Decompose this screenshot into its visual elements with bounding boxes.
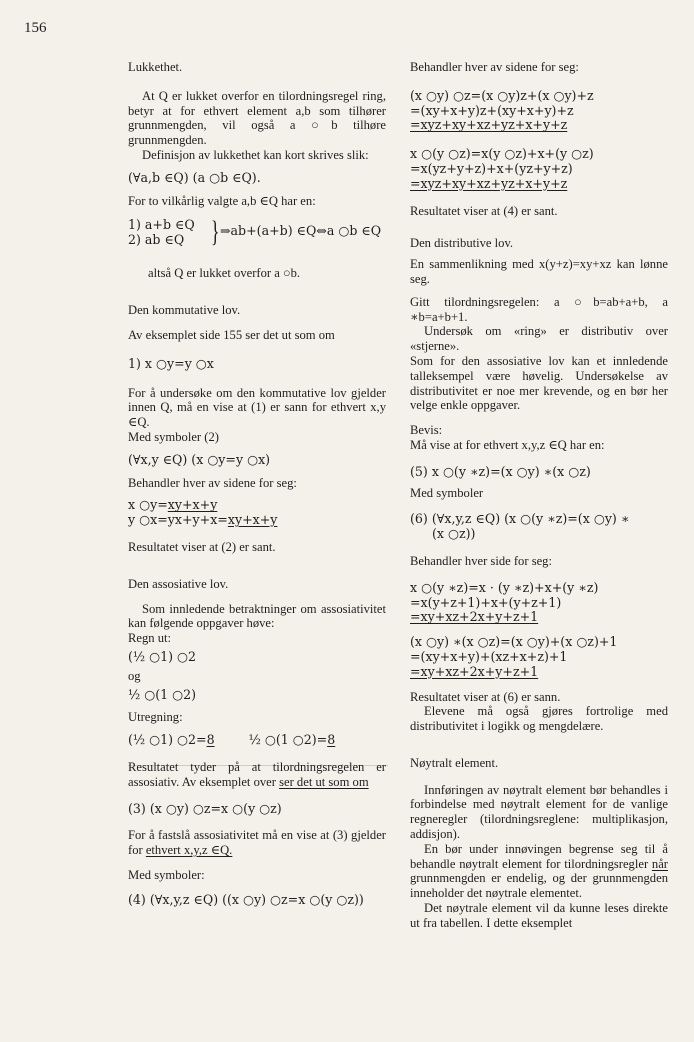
text-part: For å fastslå assosiativitet må en vise at (3) gjelder for bbox=[128, 828, 386, 858]
formula: (x ○y) ∗(x ○z)=(x ○y)+(x ○z)+1 bbox=[410, 634, 618, 650]
paragraph bbox=[410, 842, 668, 901]
formula-part-underlined: xy+x+y bbox=[167, 497, 218, 513]
formula-part-underlined: xy+x+y bbox=[227, 512, 278, 528]
formula: (∀a,b ∈Q) (a ○b ∈Q). bbox=[128, 169, 261, 185]
paragraph: Elevene må også gjøres fortrolige med distributivitet i logikk og mengdelære. bbox=[410, 704, 668, 734]
left-column bbox=[128, 60, 386, 907]
paragraph: Bevis: bbox=[410, 423, 443, 438]
formula bbox=[128, 733, 386, 748]
formula: =(xy+x+y)+(xz+x+z)+1 bbox=[410, 648, 568, 664]
formula: 1) x ○y=y ○x bbox=[128, 355, 214, 371]
formula: =(xy+x+y)z+(xy+x+y)+z bbox=[410, 102, 574, 118]
formula: (5) x ○(y ∗z)=(x ○y) ∗(x ○z) bbox=[410, 463, 591, 479]
formula: (4) (∀x,y,z ∈Q) ((x ○y) ○z=x ○(y ○z)) bbox=[128, 891, 364, 907]
paragraph: Med symboler (2) bbox=[128, 429, 219, 444]
paragraph: At Q er lukket overfor en tilordningsregel ring, betyr at for ethvert element a,b som tilhører grunnmengden, vil også a ○b tilhøre grunnmengden. bbox=[128, 88, 386, 148]
formula: (3) (x ○y) ○z=x ○(y ○z) bbox=[128, 800, 282, 816]
formula bbox=[128, 513, 386, 528]
formula bbox=[128, 498, 386, 513]
divider bbox=[128, 765, 388, 766]
formula: (x ○z)) bbox=[432, 526, 476, 542]
paragraph: Resultatet viser at (6) er sann. bbox=[410, 689, 561, 704]
formula: (6) (∀x,y,z ∈Q) (x ○(y ∗z)=(x ○y) ∗ bbox=[410, 511, 630, 527]
paragraph: Utregning: bbox=[128, 710, 183, 725]
paragraph: For to vilkårlig valgte a,b ∈Q har en: bbox=[128, 193, 316, 208]
formula-result-underlined: =xy+xz+2x+y+z+1 bbox=[410, 663, 539, 679]
paragraph: Innføringen av nøytralt element bør behandles i forbindelse med nøytralt element for de vanlige regneregler (tilordningsreglene: multiplikasjon, addisjon). bbox=[410, 782, 668, 842]
paragraph: Behandler hver av sidene for seg: bbox=[410, 60, 579, 74]
formula: x ○(y ∗z)=x · (y ∗z)+x+(y ∗z) bbox=[410, 579, 599, 595]
text-part: En bør under innøvingen begrense seg til å behandle nøytralt element for tilordningsregler bbox=[410, 841, 668, 871]
paragraph: Med symboler: bbox=[128, 867, 205, 882]
brace: } bbox=[210, 215, 220, 249]
section-heading-associative: Den assosiative lov. bbox=[128, 576, 229, 591]
formula-result-underlined: =xyz+xy+xz+yz+x+y+z bbox=[410, 175, 568, 191]
formula: 2) ab ∈Q bbox=[128, 232, 185, 248]
formula: (∀x,y ∈Q) (x ○y=y ○x) bbox=[128, 451, 271, 467]
formula-part: x ○y= bbox=[128, 497, 168, 513]
section-heading-distributive: Den distributive lov. bbox=[410, 236, 514, 251]
formula: (½ ○1) ○2 bbox=[128, 648, 197, 664]
paragraph: Må vise at for ethvert x,y,z ∈Q har en: bbox=[410, 437, 605, 452]
text-part: Resultatet tyder på at tilordningsregelen er assosiativ. Av eksemplet over bbox=[128, 759, 386, 789]
formula-part: (½ ○1) ○2= bbox=[128, 732, 207, 748]
text-part-underlined: når bbox=[651, 856, 668, 871]
formula-result-underlined: =xyz+xy+xz+yz+x+y+z bbox=[410, 117, 568, 133]
text-part-underlined: ethvert x,y,z ∈Q. bbox=[145, 843, 233, 858]
paragraph: Som innledende betraktninger om assosiativitet kan følgende oppgaver høve: bbox=[128, 601, 386, 631]
section-heading-neutral-element: Nøytralt element. bbox=[410, 755, 499, 770]
paragraph: og bbox=[128, 668, 141, 683]
section-heading-closure: Lukkethet. bbox=[128, 60, 183, 74]
page-number: 156 bbox=[24, 20, 47, 36]
paragraph: Regn ut: bbox=[128, 631, 172, 646]
formula: ½ ○(1 ○2) bbox=[128, 686, 197, 702]
formula: 1) a+b ∈Q bbox=[128, 217, 195, 233]
formula-part-underlined: 8 bbox=[206, 732, 215, 748]
paragraph: En sammenlikning med x(y+z)=xy+xz kan lønne seg. bbox=[410, 257, 668, 286]
implication-block bbox=[128, 215, 386, 252]
formula: (x ○y) ○z=(x ○y)z+(x ○y)+z bbox=[410, 87, 594, 103]
formula-part: ½ ○(1 ○2)= bbox=[248, 732, 328, 748]
formula-part-underlined: 8 bbox=[327, 732, 336, 748]
formula: x ○(y ○z)=x(y ○z)+x+(y ○z) bbox=[410, 146, 594, 162]
paragraph: Det nøytrale element vil da kunne leses direkte ut fra tabellen. I dette eksemplet bbox=[410, 901, 668, 930]
text-part-underlined: ser det ut som om bbox=[279, 774, 369, 789]
paragraph: Resultatet viser at (4) er sant. bbox=[410, 203, 558, 218]
paragraph: Behandler hver av sidene for seg: bbox=[128, 475, 297, 490]
text-part: grunnmengden er endelig, og der grunnmengden inneholder det nøytrale elementet. bbox=[410, 871, 668, 901]
formula: =x(y+z+1)+x+(y+z+1) bbox=[410, 594, 562, 610]
paragraph: altså Q er lukket overfor a ○b. bbox=[148, 266, 301, 281]
paragraph: Behandler hver side for seg: bbox=[410, 553, 552, 568]
right-column bbox=[410, 60, 668, 931]
paragraph: Undersøk om «ring» er distributiv over «stjerne». bbox=[410, 324, 668, 354]
formula: ⇒ab+(a+b) ∈Q⇔a ○b ∈Q bbox=[220, 223, 382, 239]
paragraph: Resultatet viser at (2) er sant. bbox=[128, 539, 276, 554]
formula-part: y ○x=yx+y+x= bbox=[128, 512, 228, 528]
paragraph: For å undersøke om den kommutative lov gjelder innen Q, må en vise at (1) er sann for ethvert x,y ∈Q. bbox=[128, 385, 386, 430]
paragraph bbox=[128, 828, 386, 858]
formula-result-underlined: =xy+xz+2x+y+z+1 bbox=[410, 609, 539, 625]
paragraph: Av eksemplet side 155 ser det ut som om bbox=[128, 327, 335, 342]
paragraph: Med symboler bbox=[410, 485, 484, 500]
section-heading-commutative: Den kommutative lov. bbox=[128, 303, 241, 318]
paragraph: Gitt tilordningsregelen: a ○b=ab+a+b, a ∗b=a+b+1. bbox=[410, 294, 668, 324]
formula: =x(yz+y+z)+x+(yz+y+z) bbox=[410, 160, 573, 176]
paragraph: Som for den assosiative lov kan et innledende talleksempel være høvelig. Undersøkelse av distributivitet er noe mer krevende, og en bør her velge enkle oppgaver. bbox=[410, 353, 668, 413]
paragraph: Definisjon av lukkethet kan kort skrives slik: bbox=[142, 147, 369, 162]
